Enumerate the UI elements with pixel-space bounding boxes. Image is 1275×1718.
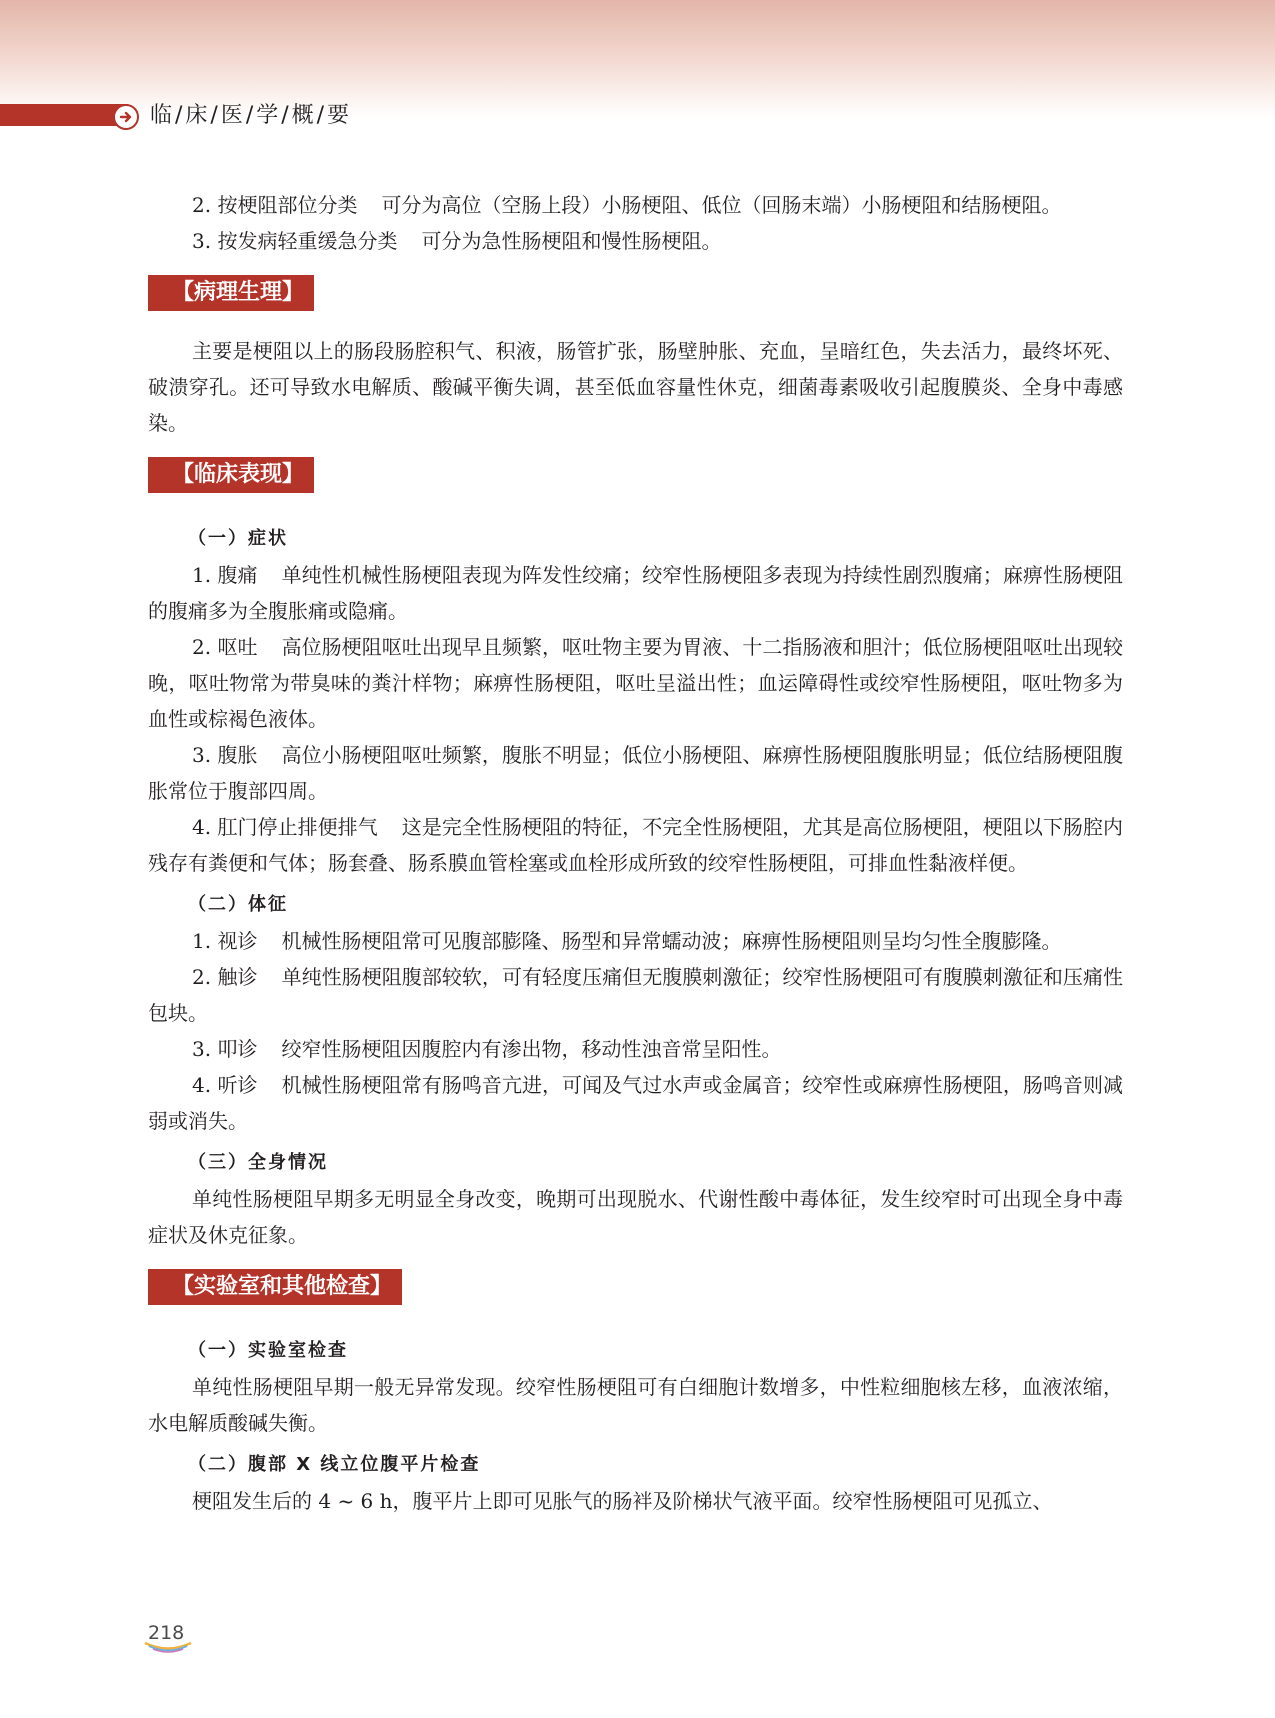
- item-text: 可分为急性肠梗阻和慢性肠梗阻。: [421, 229, 722, 253]
- paragraph: [148, 223, 1123, 259]
- section-heading-clinical: 【临床表现】: [148, 457, 314, 493]
- paragraph: 单纯性肠梗阻早期一般无异常发现。绞窄性肠梗阻可有白细胞计数增多，中性粒细胞核左移，血液浓缩，水电解质酸碱失衡。: [148, 1375, 1123, 1435]
- paragraph: 主要是梗阻以上的肠段肠腔积气、积液，肠管扩张，肠壁肿胀、充血，呈暗红色，失去活力，最终坏死、破溃穿孔。还可导致水电解质、酸碱平衡失调，甚至低血容量性休克，细菌毒素吸收引起腹膜炎、全身中毒感染。: [148, 339, 1123, 435]
- list-item: [148, 737, 1123, 809]
- header-accent-bar: [0, 104, 128, 126]
- item-label: 3. 按发病轻重缓急分类: [192, 229, 398, 253]
- item-text: 机械性肠梗阻常可见腹部膨隆、肠型和异常蠕动波；麻痹性肠梗阻则呈均匀性全腹膨隆。: [281, 929, 1062, 953]
- subsection-title-signs: （二）体征: [188, 894, 288, 915]
- item-text: 这是完全性肠梗阻的特征，不完全性肠梗阻，尤其是高位肠梗阻，梗阻以下肠腔内残存有粪便和气体；肠套叠、肠系膜血管栓塞或血栓形成所致的绞窄性肠梗阻，可排血性黏液样便。: [148, 815, 1123, 875]
- paragraph: 梗阻发生后的 4 ~ 6 h，腹平片上即可见胀气的肠袢及阶梯状气液平面。绞窄性肠梗阻可见孤立、: [192, 1489, 1053, 1513]
- paragraph: 单纯性肠梗阻早期多无明显全身改变，晚期可出现脱水、代谢性酸中毒体征，发生绞窄时可出现全身中毒症状及休克征象。: [148, 1187, 1123, 1247]
- list-item: [148, 629, 1123, 737]
- item-text: 高位小肠梗阻呕吐频繁，腹胀不明显；低位小肠梗阻、麻痹性肠梗阻腹胀明显；低位结肠梗阻腹胀常位于腹部四周。: [148, 743, 1123, 803]
- item-text: 机械性肠梗阻常有肠鸣音亢进，可闻及气过水声或金属音；绞窄性或麻痹性肠梗阻，肠鸣音则减弱或消失。: [148, 1073, 1123, 1133]
- page-content: [148, 187, 1123, 1519]
- section-heading-lab: 【实验室和其他检查】: [148, 1269, 402, 1305]
- section-heading-pathology: 【病理生理】: [148, 275, 314, 311]
- page-number-ornament-icon: [143, 1640, 193, 1654]
- arrow-right-glyph: [119, 110, 133, 124]
- item-text: 可分为高位（空肠上段）小肠梗阻、低位（回肠末端）小肠梗阻和结肠梗阻。: [381, 193, 1062, 217]
- arrow-right-icon: [113, 104, 139, 130]
- item-label: 3. 叩诊: [192, 1037, 258, 1061]
- list-item: [148, 923, 1123, 959]
- paragraph: [148, 187, 1123, 223]
- item-text: 单纯性肠梗阻腹部较软，可有轻度压痛但无腹膜刺激征；绞窄性肠梗阻可有腹膜刺激征和压痛性包块。: [148, 965, 1123, 1025]
- list-item: [148, 1031, 1123, 1067]
- subsection-title-general: （三）全身情况: [188, 1152, 328, 1173]
- item-label: 2. 呕吐: [192, 635, 258, 659]
- item-label: 4. 肛门停止排便排气: [192, 815, 378, 839]
- item-text: 单纯性机械性肠梗阻表现为阵发性绞痛；绞窄性肠梗阻多表现为持续性剧烈腹痛；麻痹性肠梗阻的腹痛多为全腹胀痛或隐痛。: [148, 563, 1123, 623]
- page-number: 218: [148, 1622, 185, 1644]
- subsection-title-xray: （二）腹部 X 线立位腹平片检查: [188, 1454, 481, 1475]
- item-label: 3. 腹胀: [192, 743, 258, 767]
- subsection-title-symptoms: （一）症状: [188, 528, 288, 549]
- item-text: 绞窄性肠梗阻因腹腔内有渗出物，移动性浊音常呈阳性。: [281, 1037, 782, 1061]
- list-item: [148, 1067, 1123, 1139]
- item-text: 高位肠梗阻呕吐出现早且频繁，呕吐物主要为胃液、十二指肠液和胆汁；低位肠梗阻呕吐出现较晚，呕吐物常为带臭味的粪汁样物；麻痹性肠梗阻，呕吐呈溢出性；血运障碍性或绞窄性肠梗阻，呕吐物多为血性或棕褐色液体。: [148, 635, 1123, 731]
- item-label: 1. 腹痛: [192, 563, 258, 587]
- item-label: 2. 触诊: [192, 965, 258, 989]
- subsection-title-lab-tests: （一）实验室检查: [188, 1340, 348, 1361]
- list-item: [148, 557, 1123, 629]
- item-label: 2. 按梗阻部位分类: [192, 193, 358, 217]
- item-label: 1. 视诊: [192, 929, 258, 953]
- book-title: 临/床/医/学/概/要: [150, 103, 353, 128]
- item-label: 4. 听诊: [192, 1073, 258, 1097]
- list-item: [148, 809, 1123, 881]
- list-item: [148, 959, 1123, 1031]
